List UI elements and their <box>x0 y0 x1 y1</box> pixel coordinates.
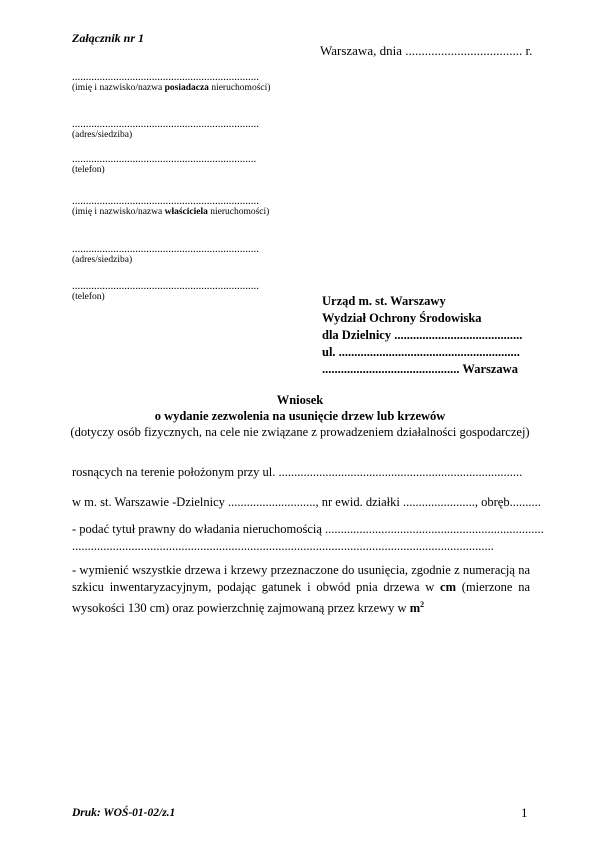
owner-name-dots: .................................................................... <box>72 195 259 207</box>
trees-listing-instruction: - wymienić wszystkie drzewa i krzewy przeznaczone do usunięcia, zgodnie z numeracją na szkicu inwentaryzacyjnym, podając gatunek i obwód pnia drzewa w cm (mierzone na wysokości 130 cm) oraz powierzchnię zajmowaną przez krzewy w $m^2$ <box>72 563 530 616</box>
office-line-1: Urząd m. st. Warszawy <box>322 294 446 308</box>
location-street-line: rosnących na terenie położonym przy ul. .............................................................................. <box>72 465 523 479</box>
city-date-line: Warszawa, dnia .................................... r. <box>320 43 533 58</box>
page-number: 1 <box>521 805 528 820</box>
form-scope-note: (dotyczy osób fizycznych, na cele nie związane z prowadzeniem działalności gospodarczej) <box>70 425 530 439</box>
district-parcel-line: w m. st. Warszawie -Dzielnicy ............................, nr ewid. działki ......................., obręb.......... <box>72 495 541 509</box>
office-line-2: Wydział Ochrony Środowiska <box>322 311 482 325</box>
holder-address-caption: (adres/siedziba) <box>72 130 133 140</box>
owner-phone-dots: .................................................................... <box>72 280 259 292</box>
owner-address-dots: .................................................................... <box>72 243 259 255</box>
owner-address-caption: (adres/siedziba) <box>72 255 133 265</box>
attachment-label: Załącznik nr 1 <box>72 31 145 45</box>
form-subtitle: o wydanie zezwolenia na usunięcie drzew lub krzewów <box>154 409 446 423</box>
form-title: Wniosek <box>276 393 324 407</box>
office-line-4: ul. .......................................................... <box>322 345 520 359</box>
holder-phone-caption: (telefon) <box>72 165 105 175</box>
holder-address-dots: .................................................................... <box>72 118 259 130</box>
holder-name-dots: .................................................................... <box>72 71 259 83</box>
owner-phone-caption: (telefon) <box>72 292 105 302</box>
office-line-5: ............................................ Warszawa <box>322 362 518 376</box>
print-code: Druk: WOŚ-01-02/z.1 <box>72 807 176 819</box>
holder-name-caption: (imię i nazwisko/nazwa posiadacza nieruchomości) <box>72 83 271 93</box>
office-line-3: dla Dzielnicy ......................................... <box>322 328 523 342</box>
owner-name-caption: (imię i nazwisko/nazwa właściciela nieruchomości) <box>72 207 270 217</box>
legal-title-line: - podać tytuł prawny do władania nieruchomością ...................................................................... <box>72 522 544 536</box>
legal-title-continuation: ....................................................................................................................................... <box>72 539 494 553</box>
holder-phone-dots: ................................................................... <box>72 153 257 165</box>
